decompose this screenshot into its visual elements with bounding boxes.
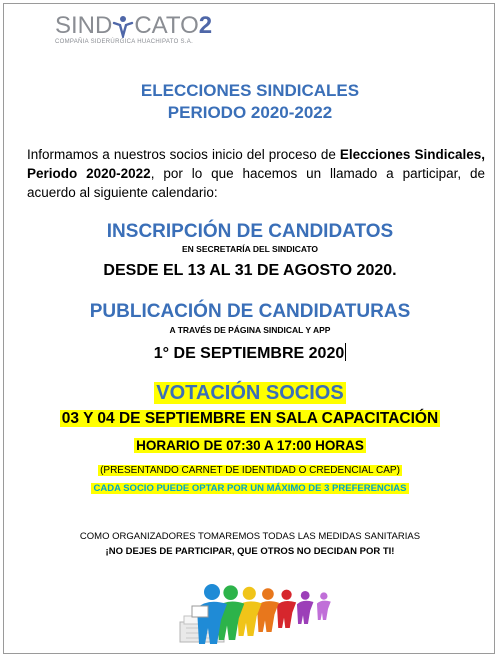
person-figure: [257, 588, 279, 632]
publicacion-channel: A TRAVÉS DE PÁGINA SINDICAL Y APP: [169, 325, 331, 335]
title-line-2: PERIODO 2020-2022: [167, 103, 333, 122]
voting-people-icon: [178, 572, 348, 652]
title-line-1: ELECCIONES SINDICALES: [140, 81, 360, 100]
votacion-rule-line: [0, 478, 500, 496]
ballot-paper: [192, 606, 208, 617]
votacion-heading: VOTACIÓN SOCIOS: [156, 382, 344, 404]
intro-paragraph: [27, 145, 485, 202]
votacion-dates: 03 Y 04 DE SEPTIEMBRE EN SALA CAPACITACIÓN: [61, 410, 439, 427]
votacion-rule: CADA SOCIO PUEDE OPTAR POR UN MÁXIMO DE 3 PREFERENCIAS: [93, 483, 407, 494]
inscripcion-location: EN SECRETARÍA DEL SINDICATO: [181, 244, 318, 254]
footer-line-1: COMO ORGANIZADORES TOMAREMOS TODAS LAS MEDIDAS SANITARIAS: [79, 531, 421, 542]
text-cursor: [345, 343, 346, 361]
logo-brand-number: 2: [198, 12, 213, 39]
logo-brand-right: CATO: [134, 12, 199, 39]
votacion-heading-line: [0, 382, 500, 405]
intro-text-end: , por lo que hacemos un llamado a participar, de acuerdo al siguiente calendario:: [27, 166, 485, 200]
logo-subtitle: COMPAÑIA SIDERÚRGICA HUACHIPATO S.A.: [55, 39, 194, 45]
person-figure: [277, 590, 296, 628]
intro-text-bold: Elecciones Sindicales, Periodo 2020-2022: [27, 147, 485, 181]
logo-brand-left: SIND: [55, 12, 113, 39]
intro-text-start: Informamos a nuestros socios inicio del proceso de: [27, 147, 340, 162]
logo-wordmark: [55, 14, 212, 38]
logo-figure-icon: [112, 14, 134, 38]
inscripcion-date: DESDE EL 13 AL 31 DE AGOSTO 2020.: [103, 262, 397, 279]
votacion-requirement: (PRESENTANDO CARNET DE IDENTIDAD O CREDENCIAL CAP): [100, 465, 400, 476]
votacion-dates-line: [0, 410, 500, 428]
inscripcion-heading: INSCRIPCIÓN DE CANDIDATOS: [106, 221, 394, 242]
person-figure: [297, 591, 314, 624]
person-figure: [317, 592, 331, 620]
publicacion-heading: PUBLICACIÓN DE CANDIDATURAS: [89, 301, 411, 322]
votacion-hours: HORARIO DE 07:30 A 17:00 HORAS: [136, 438, 364, 453]
votacion-hours-line: [0, 437, 500, 455]
union-logo: [55, 14, 212, 45]
votacion-requirement-line: [0, 460, 500, 478]
publicacion-date: 1° DE SEPTIEMBRE 2020: [153, 345, 345, 362]
footer-line-2: ¡NO DEJES DE PARTICIPAR, QUE OTROS NO DECIDAN POR TI!: [105, 546, 395, 557]
publicacion-date-line: [0, 343, 500, 363]
